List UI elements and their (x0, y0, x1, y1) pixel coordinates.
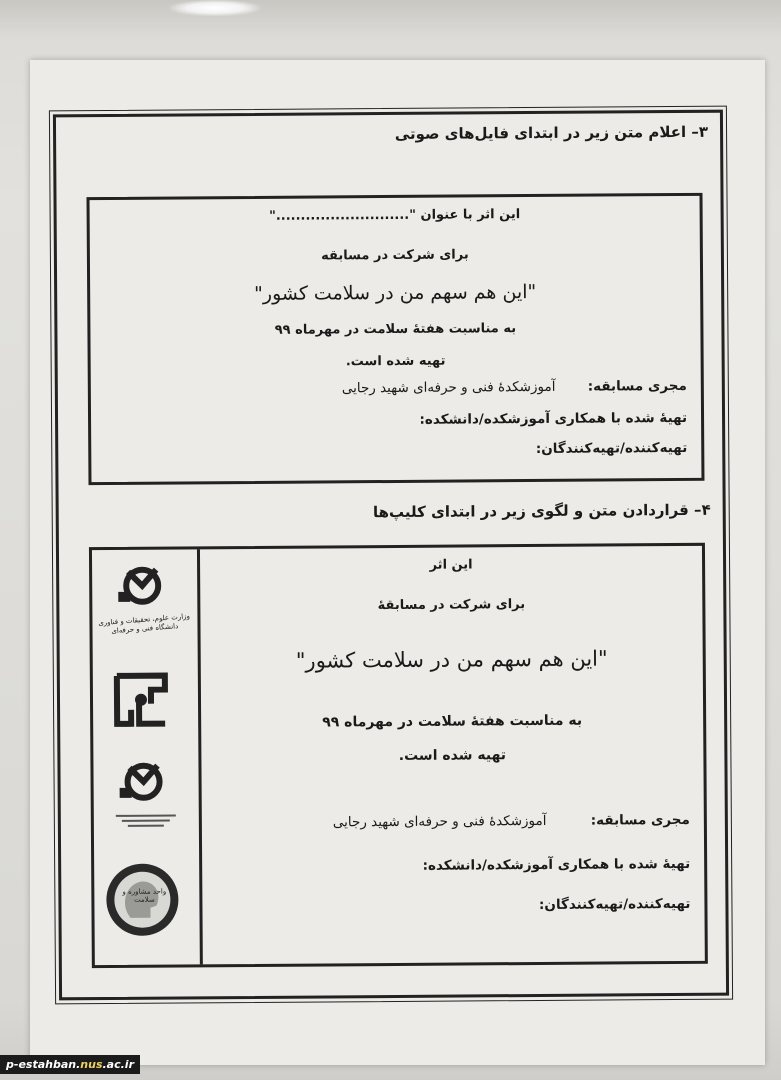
work-title-line: این اثر با عنوان "..........................." (269, 207, 521, 224)
prepared-line: تهیه شده است. (398, 747, 507, 764)
occasion-line: به مناسبت هفتهٔ سلامت در مهرماه ۹۹ (322, 712, 583, 731)
work-title-line: این اثر (429, 557, 473, 573)
clip-text-area (200, 546, 705, 964)
watermark-suffix: .ac.ir (102, 1058, 134, 1071)
watermark-prefix: p-estahban. (6, 1058, 81, 1071)
section-4-heading: ۴– قراردادن متن و لگوی زیر در ابتدای کلیپ‌ها (372, 500, 711, 522)
occasion-line: به مناسبت هفتهٔ سلامت در مهرماه ۹۹ (274, 321, 517, 338)
audio-announcement-box (86, 193, 704, 485)
tvu-small-caption-lines (104, 811, 188, 834)
organizer-row (333, 812, 690, 830)
outer-border-frame (53, 110, 729, 1001)
producers-label: تهیه‌کننده/تهیه‌کنندگان: (535, 439, 688, 457)
organizer-value: آموزشکدهٔ فنی و حرفه‌ای شهید رجایی (332, 812, 547, 831)
slogan-line: "این هم سهم من در سلامت کشور" (254, 280, 537, 305)
logos-column (92, 549, 203, 965)
participation-line: برای شرکت در مسابقه (321, 247, 469, 264)
tvu-logo-icon (102, 561, 182, 614)
tvu-logo-small-icon (103, 757, 183, 810)
organizer-label: مجری مسابقه: (590, 811, 690, 829)
organizer-row (342, 378, 687, 396)
cooperation-label: تهیهٔ شده با همکاری آموزشکده/دانشکده: (422, 855, 691, 874)
section-3-heading: ۳– اعلام متن زیر در ابتدای فایل‌های صوتی (394, 122, 709, 143)
health-unit-caption: واحد مشاوره و سلامت (122, 887, 167, 904)
prepared-line: تهیه شده است. (345, 353, 446, 370)
square-emblem-icon (109, 668, 173, 736)
organizer-value: آموزشکدهٔ فنی و حرفه‌ای شهید رجایی (341, 378, 556, 397)
slogan-line: "این هم سهم من در سلامت کشور" (295, 646, 608, 673)
ceiling-light-reflection (170, 0, 260, 16)
clip-intro-box (89, 543, 708, 968)
watermark-accent: nus (80, 1058, 103, 1071)
site-watermark (0, 1055, 140, 1074)
document-page (30, 60, 765, 1065)
cooperation-label: تهیهٔ شده با همکاری آموزشکده/دانشکده: (419, 409, 688, 428)
tvu-logo-caption: وزارت علوم، تحقیقات و فناوری دانشگاه فنی و حرفه‌ای (97, 612, 191, 636)
participation-line: برای شرکت در مسابقهٔ (377, 597, 526, 614)
organizer-label: مجری مسابقه: (587, 377, 687, 395)
producers-label: تهیه‌کننده/تهیه‌کنندگان: (538, 895, 691, 913)
